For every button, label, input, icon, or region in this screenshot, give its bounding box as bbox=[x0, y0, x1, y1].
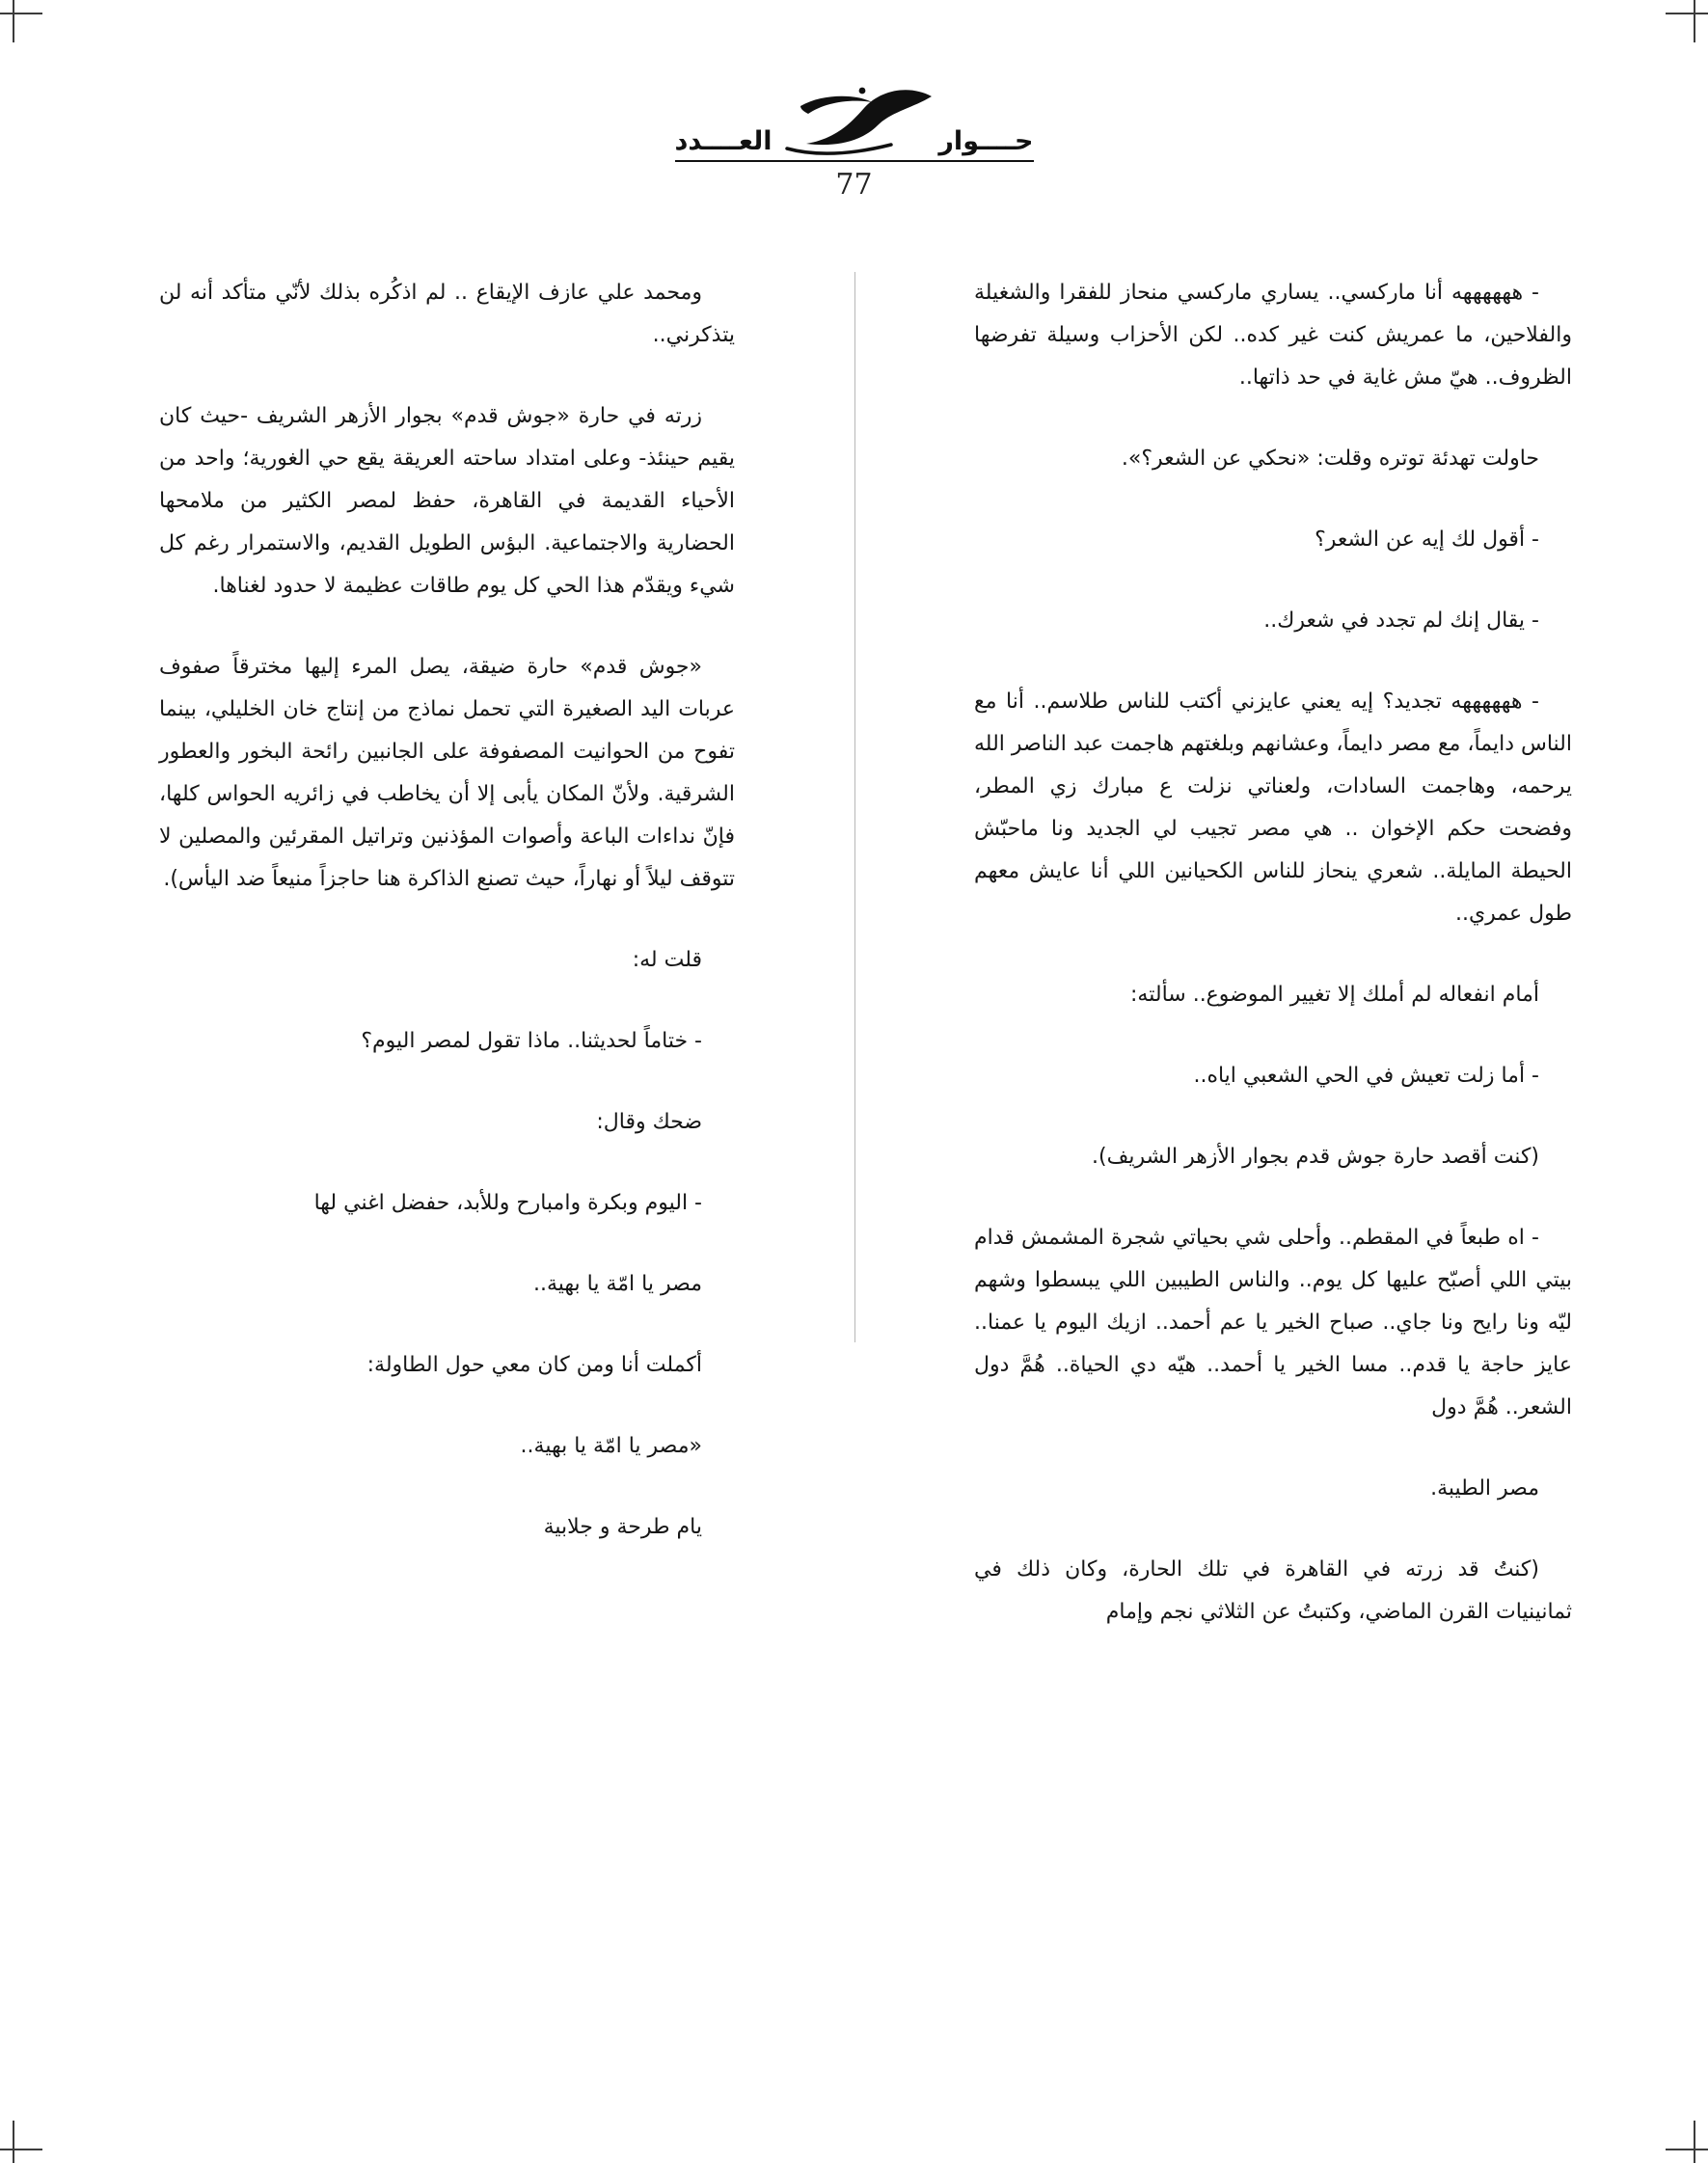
dialogue-line: - ختاماً لحديثنا.. ماذا تقول لمصر اليوم؟ bbox=[361, 1029, 702, 1053]
paragraph: (كنت أقصد حارة جوش قدم بجوار الأزهر الشريف). bbox=[1092, 1145, 1539, 1169]
article-body bbox=[159, 272, 1572, 1634]
page-number: 77 bbox=[835, 168, 873, 202]
paragraph: - اه طبعاً في المقطم.. وأحلى شي بحياتي شجرة المشمش قدام بيتي اللي أصبّح عليها كل يوم.. والناس الطيبين اللي يبسطوا وشهم ليّه ونا رايح ونا جاي.. صباح الخير يا عم أحمد.. ازيك اليوم يا عمنا.. عايز حاجة يا قدم.. مسا الخير يا أحمد.. هيّه دي الحياة.. هُمَّ دول الشعر.. هُمَّ دول bbox=[974, 1226, 1572, 1419]
verse-line: «مصر يا امّة يا بهية.. bbox=[520, 1434, 702, 1458]
crop-mark bbox=[13, 0, 14, 42]
section-title-band bbox=[675, 83, 1034, 162]
paragraph: (كنتُ قد زرته في القاهرة في تلك الحارة، وكان ذلك في ثمانينيات القرن الماضي، وكتبتُ عن الثلاثي نجم وإمام bbox=[974, 1557, 1572, 1624]
paragraph: ومحمد علي عازف الإيقاع .. لم اذكُره بذلك لأنّي متأكد أنه لن يتذكرني.. bbox=[159, 281, 735, 347]
dialogue-line: - اليوم وبكرة وامبارح وللأبد، حفضل اغني لها bbox=[313, 1191, 702, 1215]
paragraph: أكملت أنا ومن كان معي حول الطاولة: bbox=[366, 1353, 702, 1377]
column-right bbox=[974, 272, 1572, 1634]
paragraph: أمام انفعاله لم أملك إلا تغيير الموضوع.. سألته: bbox=[1130, 983, 1539, 1007]
paragraph: حاولت تهدئة توتره وقلت: «نحكي عن الشعر؟». bbox=[1121, 446, 1539, 471]
crop-mark bbox=[1666, 2149, 1708, 2150]
crop-mark bbox=[1694, 2121, 1695, 2163]
verse-line: مصر يا امّة يا بهية.. bbox=[532, 1272, 702, 1296]
dialogue-line: - يقال إنك لم تجدد في شعرك.. bbox=[1263, 608, 1539, 633]
crop-mark bbox=[1694, 0, 1695, 42]
calligraphy-logo-icon bbox=[773, 83, 937, 166]
dialogue-line: - أقول لك إيه عن الشعر؟ bbox=[1315, 527, 1539, 552]
paragraph: مصر الطيبة. bbox=[1430, 1476, 1539, 1501]
paragraph: زرته في حارة «جوش قدم» بجوار الأزهر الشريف -حيث كان يقيم حينئذ- وعلى امتداد ساحته العريقة يقع حي الغورية؛ واحد من الأحياء القديمة في القاهرة، حفظ لمصر الكثير من ملامحها الحضارية والاجتماعية. البؤس الطويل القديم، والاستمرار رغم كل شيء ويقدّم هذا الحي كل يوم طاقات عظيمة لا حدود لغناها. bbox=[159, 404, 735, 598]
column-gutter bbox=[735, 272, 974, 1634]
dialogue-line: - أما زلت تعيش في الحي الشعبي اياه.. bbox=[1193, 1064, 1539, 1088]
paragraph: - ههههههه أنا ماركسي.. يساري ماركسي منحاز للفقرا والشغيلة والفلاحين، ما عمريش كنت غير كده.. لكن الأحزاب وسيلة تفرضها الظروف.. هيّ مش غاية في حد ذاتها.. bbox=[974, 281, 1572, 390]
crop-mark bbox=[1666, 13, 1708, 14]
page-header bbox=[0, 83, 1708, 202]
paragraph: قلت له: bbox=[632, 948, 702, 972]
verse-line: يام طرحة و جلابية bbox=[543, 1515, 702, 1539]
crop-mark bbox=[0, 13, 42, 14]
crop-mark bbox=[13, 2121, 14, 2163]
paragraph: ضحك وقال: bbox=[596, 1110, 702, 1134]
crop-mark bbox=[0, 2149, 42, 2150]
column-divider-rule bbox=[854, 272, 855, 1342]
column-left bbox=[159, 272, 735, 1634]
header-word-adad: العــــدد bbox=[674, 126, 773, 157]
paragraph: «جوش قدم» حارة ضيقة، يصل المرء إليها مخترقاً صفوف عربات اليد الصغيرة التي تحمل نماذج من إنتاج خان الخليلي، بينما تفوح من الحوانيت المصفوفة على الجانبين رائحة البخور والعطور الشرقية. ولأنّ المكان يأبى إلا أن يخاطب في زائريه الحواس كلها، فإنّ نداءات الباعة وأصوات المؤذنين وتراتيل المقرئين والمصلين لا تتوقف ليلاً أو نهاراً، حيث تصنع الذاكرة هنا حاجزاً منيعاً ضد اليأس). bbox=[159, 655, 735, 891]
header-word-hiwar: حــــوار bbox=[938, 126, 1034, 157]
paragraph: - ههههههه تجديد؟ إيه يعني عايزني أكتب للناس طلاسم.. أنا مع الناس دايماً، مع مصر دايماً، وعشانهم وبلغتهم هاجمت عبد الناصر الله يرحمه، وهاجمت السادات، ولعناتي نزلت ع مبارك زي المطر، وفضحت حكم الإخوان .. هي مصر تجيب لي الجديد ونا ماحبّش الحيطة المايلة.. شعري ينحاز للناس الكحيانين اللي أنا عايش معهم طول عمري.. bbox=[973, 689, 1572, 926]
